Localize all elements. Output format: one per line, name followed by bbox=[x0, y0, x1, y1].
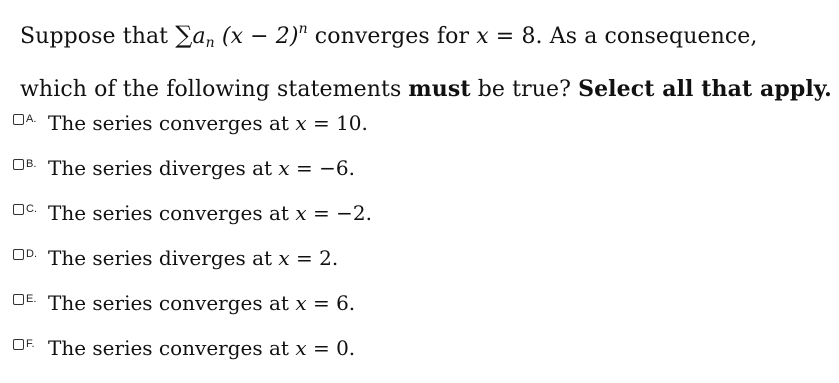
coefficient-subscript: n bbox=[205, 35, 215, 51]
question-equation-end: = 8. As a consequence, bbox=[488, 24, 758, 49]
checkbox-a[interactable] bbox=[13, 114, 24, 125]
checkbox-b[interactable] bbox=[13, 159, 24, 170]
checkbox-d[interactable] bbox=[13, 249, 24, 260]
option-text bbox=[48, 246, 338, 270]
question-line2-mid: be true? bbox=[470, 77, 579, 102]
question-line-1 bbox=[20, 6, 830, 66]
option-statement: The series converges at bbox=[48, 110, 296, 135]
option-text bbox=[48, 291, 355, 315]
emphasis-must: must bbox=[408, 76, 471, 102]
option-value: = −6. bbox=[289, 155, 355, 180]
variable-x: x bbox=[295, 110, 307, 135]
question-line2-prefix: which of the following statements bbox=[20, 77, 409, 102]
option-text bbox=[48, 201, 372, 225]
option-value: = 10. bbox=[306, 110, 368, 135]
select-all-instruction: Select all that apply. bbox=[578, 76, 832, 102]
series-term: (x − 2) bbox=[221, 24, 299, 49]
variable-x: x bbox=[295, 335, 307, 360]
option-text bbox=[48, 336, 355, 360]
option-value: = 0. bbox=[306, 335, 356, 360]
variable-x: x bbox=[476, 24, 489, 49]
option-letter: E. bbox=[26, 292, 37, 305]
option-letter: F. bbox=[26, 337, 35, 350]
option-statement: The series diverges at bbox=[48, 245, 279, 270]
variable-x: x bbox=[295, 200, 307, 225]
option-c[interactable] bbox=[13, 190, 813, 235]
option-statement: The series converges at bbox=[48, 200, 296, 225]
option-letter: C. bbox=[26, 202, 37, 215]
option-letter: A. bbox=[26, 112, 37, 125]
option-e[interactable] bbox=[13, 280, 813, 325]
option-statement: The series converges at bbox=[48, 335, 296, 360]
option-letter: D. bbox=[26, 247, 37, 260]
option-value: = 6. bbox=[306, 290, 356, 315]
question-text bbox=[20, 6, 830, 113]
option-statement: The series diverges at bbox=[48, 155, 279, 180]
checkbox-c[interactable] bbox=[13, 204, 24, 215]
coefficient: a bbox=[192, 24, 206, 49]
option-f[interactable] bbox=[13, 325, 813, 370]
option-text bbox=[48, 156, 355, 180]
question-prefix: Suppose that bbox=[20, 24, 176, 49]
option-letter: B. bbox=[26, 157, 37, 170]
option-value: = −2. bbox=[306, 200, 372, 225]
series-exponent: n bbox=[298, 21, 308, 37]
option-text bbox=[48, 111, 368, 135]
answer-options bbox=[13, 100, 813, 370]
option-b[interactable] bbox=[13, 145, 813, 190]
option-d[interactable] bbox=[13, 235, 813, 280]
variable-x: x bbox=[278, 245, 290, 270]
option-a[interactable] bbox=[13, 100, 813, 145]
option-statement: The series converges at bbox=[48, 290, 296, 315]
summation-symbol: ∑ bbox=[175, 21, 193, 49]
option-value: = 2. bbox=[289, 245, 339, 270]
checkbox-f[interactable] bbox=[13, 339, 24, 350]
variable-x: x bbox=[295, 290, 307, 315]
variable-x: x bbox=[278, 155, 290, 180]
checkbox-e[interactable] bbox=[13, 294, 24, 305]
question-mid: converges for bbox=[307, 24, 477, 49]
